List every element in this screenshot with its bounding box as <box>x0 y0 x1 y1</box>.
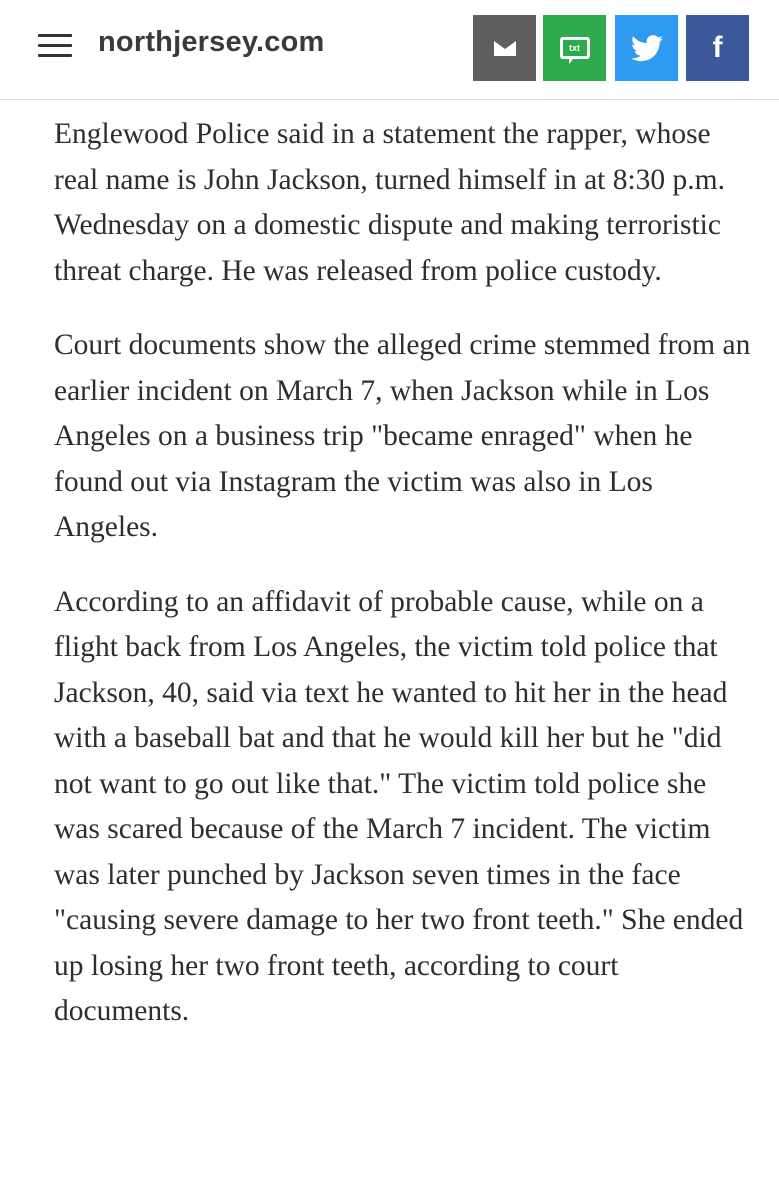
email-icon <box>494 41 516 56</box>
facebook-icon: f <box>712 31 723 64</box>
sms-label: txt <box>569 43 580 53</box>
menu-line <box>38 44 72 47</box>
share-twitter-button[interactable] <box>615 15 678 81</box>
share-facebook-button[interactable] <box>686 15 749 81</box>
article-paragraph: Englewood Police said in a statement the rapper, whose real name is John Jackson, turned himself in at 8:30 p.m. Wednesday on a domestic dispute and making terroristic threat charge. He was released from police custody. <box>54 118 725 287</box>
share-sms-button[interactable] <box>543 15 606 81</box>
menu-line <box>38 54 72 57</box>
site-header <box>0 0 779 100</box>
hamburger-menu-icon[interactable] <box>38 30 74 60</box>
share-email-button[interactable] <box>473 15 536 81</box>
sms-icon <box>560 37 590 59</box>
article-body <box>54 112 754 1064</box>
site-logo-text[interactable]: northjersey.com <box>98 26 325 58</box>
article-paragraph: According to an affidavit of probable cause, while on a flight back from Los Angeles, the victim told police that Jackson, 40, said via text he wanted to hit her in the head with a baseball bat and that he would kill her but he "did not want to go out like that." The victim told police she was scared because of the March 7 incident. The victim was later punched by Jackson seven times in the face "causing severe damage to her two front teeth." She ended up losing her two front teeth, according to court documents. <box>54 585 744 1027</box>
twitter-icon <box>631 35 663 62</box>
menu-line <box>38 34 72 37</box>
article-paragraph: Court documents show the alleged crime stemmed from an earlier incident on March 7, when Jackson while in Los Angeles on a business trip "became enraged" when he found out via Instagram the victim was also in Los Angeles. <box>54 329 751 543</box>
